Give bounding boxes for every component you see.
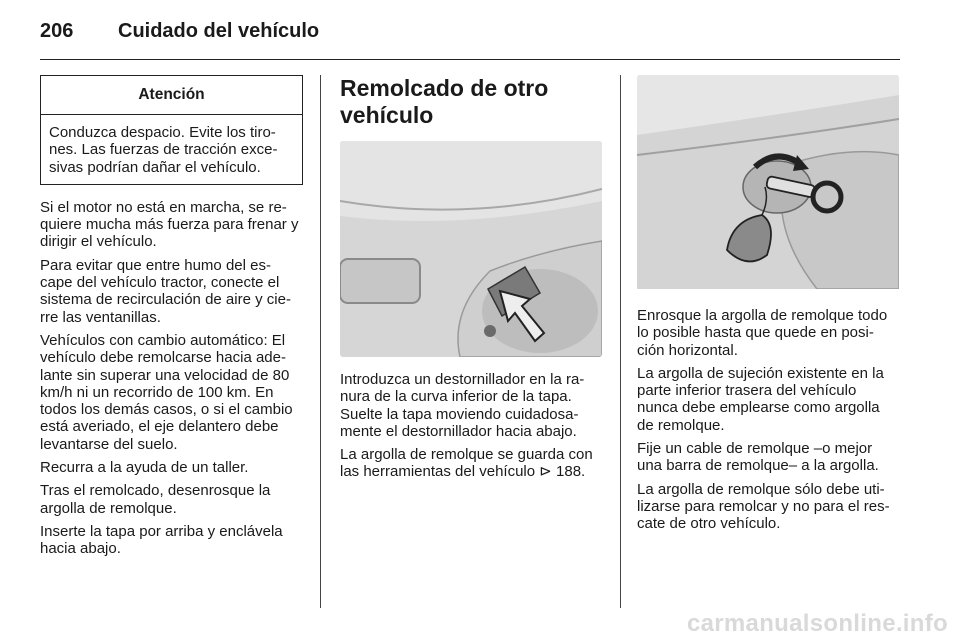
notice-text: Conduzca despacio. Evite los tiro-nes. Las fuerzas de tracción exce-sivas podrían dañar el vehículo. [49,124,278,176]
paragraph: Si el motor no está en marcha, se re-quiere mucha más fuerza para frenar y dirigir el vehículo. [40,198,299,251]
attention-notice [40,75,303,185]
page-number: 206 [40,20,74,42]
paragraph: Vehículos con cambio automático: El vehículo debe remolcarse hacia ade-lante sin superar una velocidad de 80 km/h ni un recorrido de 100 km. En todos los demás casos, o si el cambio está averiado, el eje delantero debe levantarse del suelo. [40,331,293,453]
illustration-tow-eye-install [637,75,899,291]
paragraph: Para evitar que entre humo del es-cape del vehículo tractor, conecte el sistema de recirculación de aire y cie-rre las ventanillas. [40,256,291,326]
paragraph: La argolla de remolque sólo debe uti-lizarse para remolcar y no para el res-cate de otro vehículo. [637,480,890,533]
illustration-tow-cover-removal [340,141,602,357]
paragraph: Fije un cable de remolque –o mejor una barra de remolque– a la argolla. [637,440,879,475]
column-divider-1 [320,75,321,608]
column-divider-2 [620,75,621,608]
paragraph: Inserte la tapa por arriba y enclávela hacia abajo. [40,522,283,558]
section-heading: Remolcado de otro vehículo [340,75,549,128]
paragraph: La argolla de remolque se guarda con las herramientas del vehículo ⊳ 188. [340,446,593,481]
notice-title: Atención [41,76,302,115]
paragraph: Recurra a la ayuda de un taller. [40,459,249,477]
watermark: carmanualsonline.info [686,610,948,637]
tow-eye-illustration [637,75,899,289]
paragraph: Enrosque la argolla de remolque todo lo posible hasta que quede en posi-ción horizontal. [637,307,888,359]
column-1 [40,75,303,564]
column-2 [340,75,603,487]
column-3 [637,75,900,539]
paragraph: Tras el remolcado, desenrosque la argolla de remolque. [40,482,271,517]
paragraph: La argolla de sujeción existente en la parte inferior trasera del vehículo nunca debe emplearse como argolla de remolque. [637,364,884,434]
bumper-cover-illustration [340,141,602,357]
paragraph: Introduzca un destornillador en la ra-nura de la curva inferior de la tapa. Suelte la tapa moviendo cuidadosa-mente el destornillador hacia abajo. [340,371,585,440]
header-rule [40,59,900,60]
chapter-title: Cuidado del vehículo [118,20,320,42]
